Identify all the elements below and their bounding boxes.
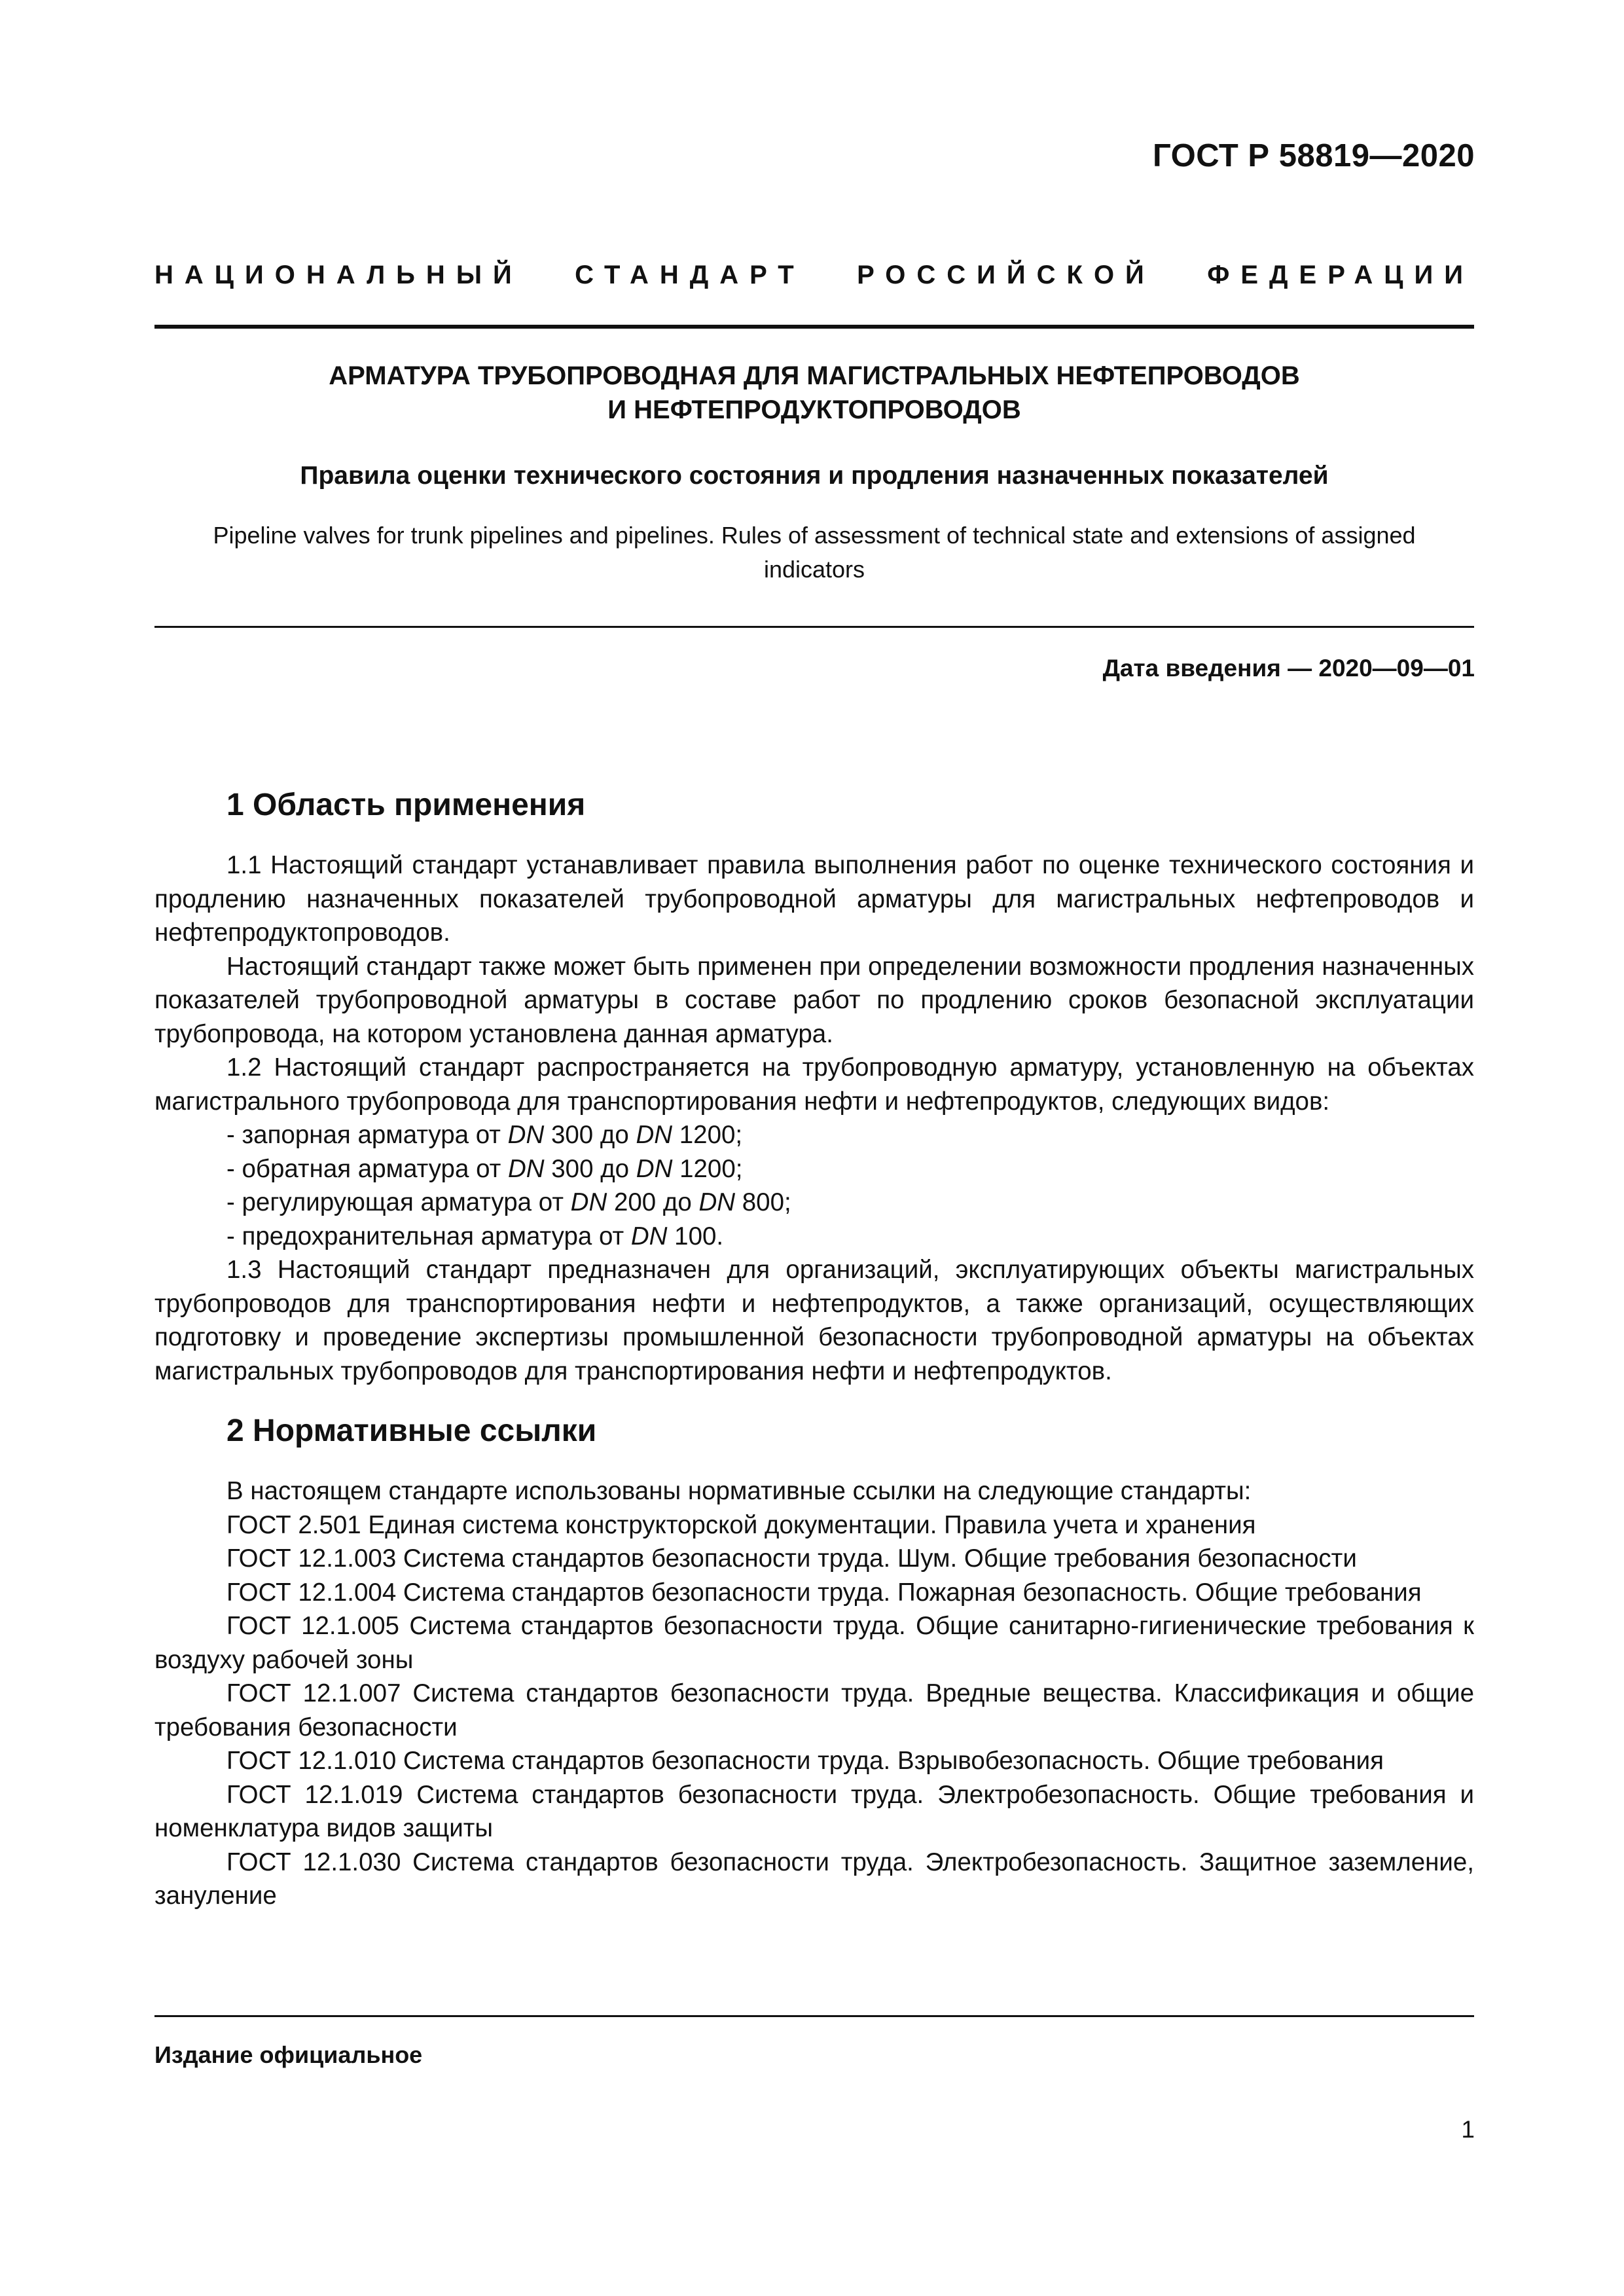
subtitle: Правила оценки технического состояния и продления назначенных показателей	[300, 462, 1329, 490]
section-2-intro: В настоящем стандарте использованы нормативные ссылки на следующие стандарты:	[226, 1477, 1252, 1505]
normative-reference: ГОСТ 12.1.005 Система стандартов безопасности труда. Общие санитарно-гигиенические требования к воздуху рабочей зоны	[154, 1612, 1474, 1674]
national-standard-banner: НАЦИОНАЛЬНЫЙ СТАНДАРТ РОССИЙСКОЙ ФЕДЕРАЦИИ	[154, 261, 1474, 289]
main-content	[154, 786, 1474, 1913]
normative-reference: ГОСТ 12.1.007 Система стандартов безопасности труда. Вредные вещества. Классификация и общие требования безопасности	[154, 1679, 1474, 1741]
section-1-heading: 1 Область применения	[226, 788, 586, 822]
list-item: - запорная арматура от DN 300 до DN 1200;	[226, 1121, 743, 1149]
official-edition-note: Издание официальное	[154, 2041, 423, 2068]
normative-reference: ГОСТ 12.1.030 Система стандартов безопасности труда. Электробезопасность. Защитное заземление, зануление	[154, 1848, 1474, 1910]
header-divider	[154, 325, 1474, 329]
section-1-paragraph-4: 1.3 Настоящий стандарт предназначен для организаций, эксплуатирующих объекты магистральных трубопроводов для транспортирования нефти и нефтепродуктов, а также организаций, осуществляющих подготовку и проведение экспертизы промышленной безопасности трубопроводной арматуры на объектах магистральных трубопроводов для транспортирования нефти и нефтепродуктов.	[154, 1256, 1474, 1385]
title-line-2: И НЕФТЕПРОДУКТОПРОВОДОВ	[607, 395, 1021, 424]
normative-reference: ГОСТ 2.501 Единая система конструкторской документации. Правила учета и хранения	[226, 1510, 1256, 1539]
title-line-1: АРМАТУРА ТРУБОПРОВОДНАЯ ДЛЯ МАГИСТРАЛЬНЫХ НЕФТЕПРОВОДОВ	[329, 361, 1300, 390]
normative-reference: ГОСТ 12.1.003 Система стандартов безопасности труда. Шум. Общие требования безопасности	[226, 1544, 1357, 1573]
normative-reference: ГОСТ 12.1.004 Система стандартов безопасности труда. Пожарная безопасность. Общие требования	[226, 1578, 1422, 1607]
list-item: - регулирующая арматура от DN 200 до DN 800;	[226, 1188, 791, 1216]
introduction-date: Дата введения — 2020—09—01	[1102, 655, 1475, 682]
normative-reference: ГОСТ 12.1.010 Система стандартов безопасности труда. Взрывобезопасность. Общие требования	[226, 1747, 1384, 1775]
section-1-paragraph-3: 1.2 Настоящий стандарт распространяется на трубопроводную арматуру, установленную на объектах магистрального трубопровода для транспортирования нефти и нефтепродуктов, следующих видов:	[154, 1053, 1474, 1116]
section-2-heading: 2 Нормативные ссылки	[226, 1413, 597, 1448]
footer-divider	[154, 2015, 1474, 2017]
list-item: - обратная арматура от DN 300 до DN 1200;	[226, 1154, 743, 1183]
document-number: ГОСТ Р 58819—2020	[1152, 138, 1475, 173]
title-divider	[154, 626, 1474, 628]
page-number: 1	[1461, 2116, 1475, 2143]
english-title: Pipeline valves for trunk pipelines and pipelines. Rules of assessment of technical state and extensions of assigned indicators	[213, 522, 1416, 583]
normative-reference: ГОСТ 12.1.019 Система стандартов безопасности труда. Электробезопасность. Общие требования и номенклатура видов защиты	[154, 1780, 1474, 1842]
list-item: - предохранительная арматура от DN 100.	[226, 1222, 724, 1250]
title-block	[154, 359, 1474, 587]
section-1-paragraph-2: Настоящий стандарт также может быть применен при определении возможности продления назначенных показателей трубопроводной арматуры в составе работ по продлению сроков безопасной эксплуатации трубопровода, на котором установлена данная арматура.	[154, 952, 1474, 1048]
section-1-paragraph-1: 1.1 Настоящий стандарт устанавливает правила выполнения работ по оценке технического состояния и продлению назначенных показателей трубопроводной арматуры для магистральных нефтепроводов и нефтепродуктопроводов.	[154, 851, 1474, 947]
